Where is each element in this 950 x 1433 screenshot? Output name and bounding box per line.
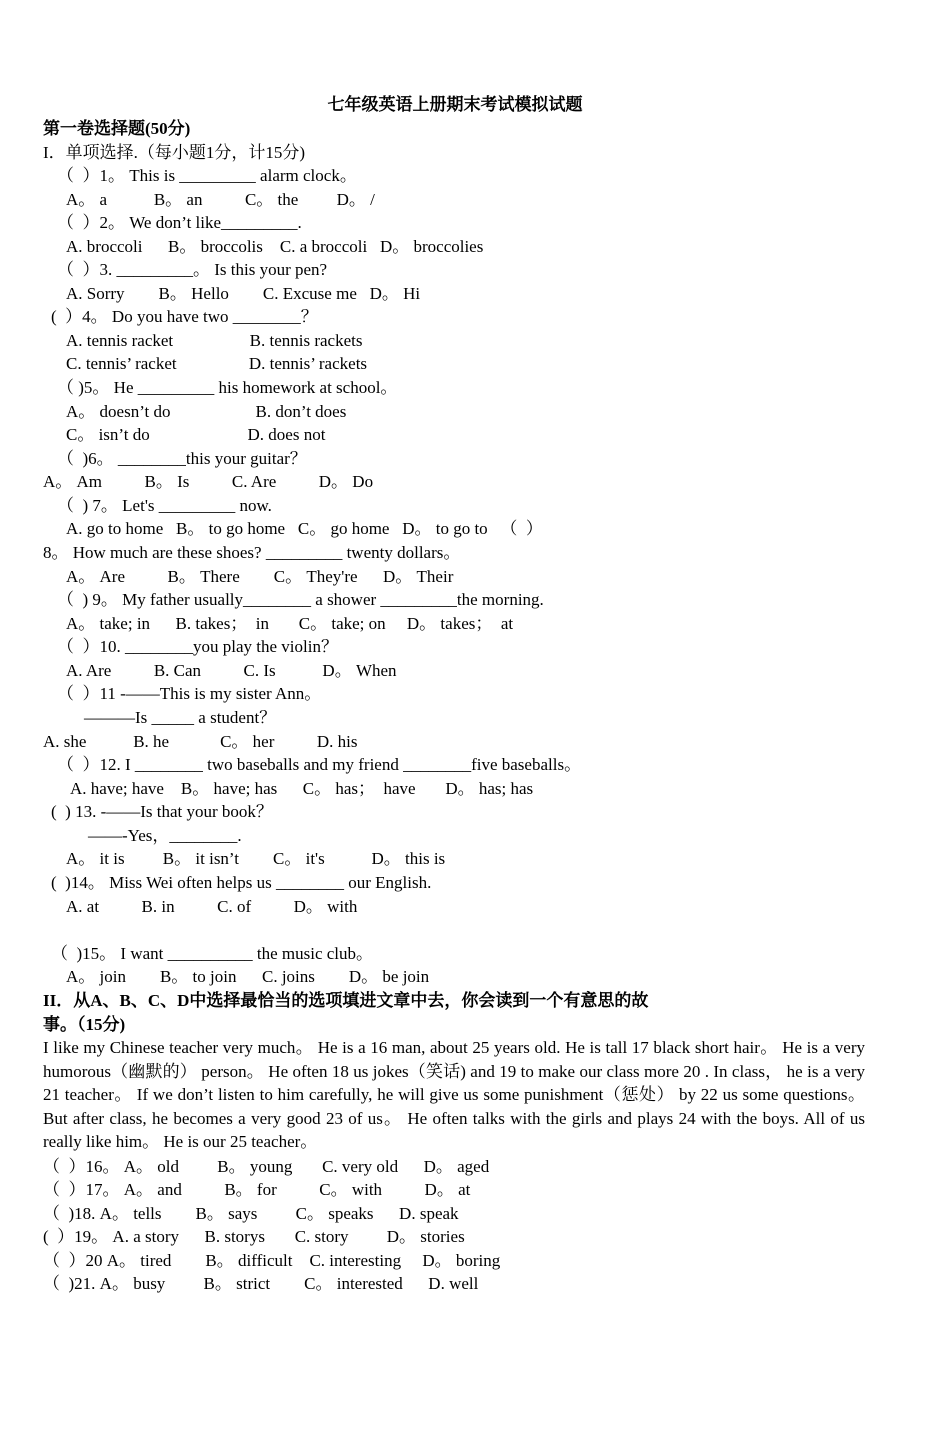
options-line: A。 Am B。 Is C. Are D。 Do <box>43 472 374 491</box>
question-line: ——-Yes，________. <box>88 826 242 845</box>
question-line: （ )15。 I want __________ the music club。 <box>51 944 374 963</box>
question-line: 8。 How much are these shoes? _________ twenty dollars。 <box>43 543 461 562</box>
cloze-question: （ ）17。 A。 and B。 for C。 with D。 at <box>43 1180 471 1199</box>
question-line: （ ) 9。 My father usually________ a shower _________the morning. <box>57 590 544 609</box>
options-line: A。 doesn’t do B. don’t does <box>66 402 347 421</box>
question-line: （ ) 7。 Let's _________ now. <box>57 496 272 515</box>
question-line: （ ）1。 This is _________ alarm clock。 <box>57 166 357 185</box>
question-line: （ ）12. I ________ two baseballs and my friend ________five baseballs。 <box>57 755 582 774</box>
options-line: A。 it is B。 it isn’t C。 it's D。 this is <box>66 849 446 868</box>
page-title: 七年级英语上册期末考试模拟试题 <box>327 95 583 114</box>
part2-heading: II．从A、B、C、D中选择最恰当的选项填进文章中去，你会读到一个有意思的故 <box>43 991 649 1010</box>
options-line: A. go to home B。 to go home C。 go home D。 to go to （ ） <box>66 519 543 538</box>
question-line: ( )14。 Miss Wei often helps us ________ our English. <box>51 873 432 892</box>
question-line: （ ）3. _________。 Is this your pen? <box>57 260 328 279</box>
options-line: A. have; have B。 have; has C。 has； have D。 has; has <box>70 779 534 798</box>
cloze-question: ( ）19。 A. a story B. storys C. story D。 stories <box>43 1227 465 1246</box>
cloze-question: （ ）20 A。 tired B。 difficult C. interesting D。 boring <box>43 1251 501 1270</box>
question-line: （ )6。 ________this your guitar？ <box>57 449 307 468</box>
part2-heading: 事。（15分) <box>43 1015 126 1034</box>
options-line: C. tennis’ racket D. tennis’ rackets <box>66 354 368 373</box>
options-line: A。 take; in B. takes； in C。 take; on D。 takes； at <box>66 614 514 633</box>
options-line: A. Sorry B。 Hello C. Excuse me D。 Hi <box>66 284 421 303</box>
section-heading: 第一卷选择题(50分) <box>43 119 191 138</box>
question-line: （ ）2。 We don’t like_________. <box>57 213 302 232</box>
cloze-question: （ )18. A。 tells B。 says C。 speaks D. speak <box>43 1204 459 1223</box>
options-line: A。 a B。 an C。 the D。 / <box>66 190 375 209</box>
cloze-passage: I like my Chinese teacher very much。 He is a 16 man, about 25 years old. He is tall 17 black short hair。 He is a very humorous（幽默的） person。 He often 18 us jokes（笑话) and 19 to make our class more 20 . In class， he is a very 21 teacher。 If we don’t listen to him carefully, he will give us some punishment（惩处） by 22 us some questions。 But after class, he becomes a very good 23 of us。 He often talks with the girls and plays 24 with the boys. All of us really like him。 He is our 25 teacher。 <box>43 1038 865 1151</box>
options-line: A。 join B。 to join C. joins D。 be join <box>66 967 430 986</box>
options-line: A. tennis racket B. tennis rackets <box>66 331 363 350</box>
options-line: A. at B. in C. of D。 with <box>66 897 358 916</box>
options-line: A. she B. he C。 her D. his <box>43 732 358 751</box>
options-line: A。 Are B。 There C。 They're D。 Their <box>66 567 454 586</box>
options-line: A. Are B. Can C. Is D。 When <box>66 661 397 680</box>
cloze-question: （ ）16。 A。 old B。 young C. very old D。 aged <box>43 1157 490 1176</box>
question-line: ( ）4。 Do you have two ________？ <box>51 307 318 326</box>
question-line: ( ) 13. -——Is that your book？ <box>51 802 273 821</box>
part1-heading: I．单项选择.（每小题1分，计15分) <box>43 143 306 162</box>
options-line: C。 isn’t do D. does not <box>66 425 326 444</box>
question-line: ———Is _____ a student？ <box>84 708 277 727</box>
question-line: （ ）11 -——This is my sister Ann。 <box>57 684 322 703</box>
question-line: （ ）10. ________you play the violin？ <box>57 637 338 656</box>
options-line: A. broccoli B。 broccolis C. a broccoli D。 broccolies <box>66 237 484 256</box>
cloze-question: （ )21. A。 busy B。 strict C。 interested D. well <box>43 1274 479 1293</box>
question-line: （ )5。 He _________ his homework at school。 <box>57 378 398 397</box>
